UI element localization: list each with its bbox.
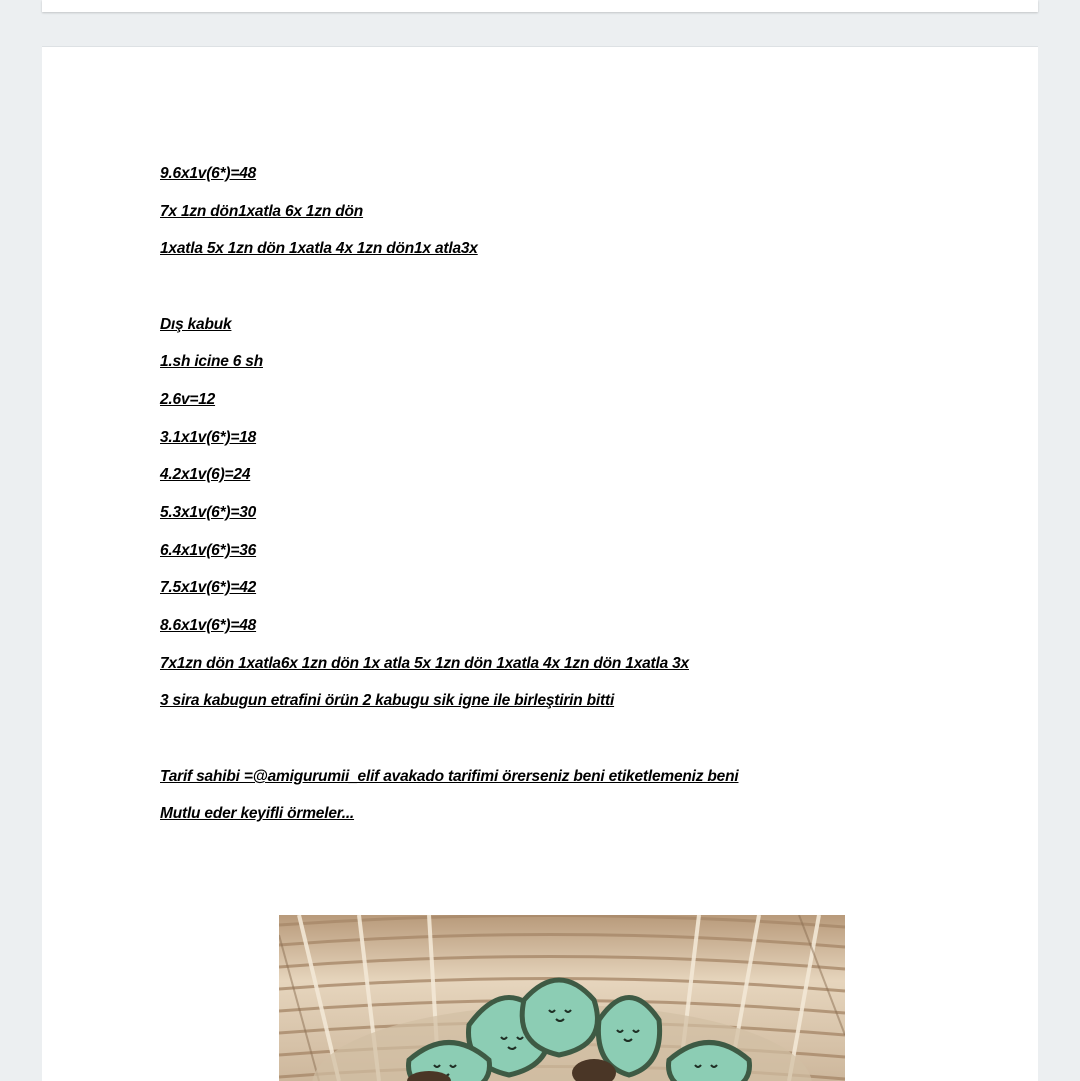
recipe-line: 7.5x1v(6*)=42	[160, 579, 257, 596]
recipe-line: 3 sira kabugun etrafini örün 2 kabugu sik igne ile birleştirin bitti	[160, 692, 615, 709]
recipe-line: 6.4x1v(6*)=36	[160, 542, 257, 559]
recipe-line: 1.sh icine 6 sh	[160, 353, 263, 370]
credit-line: Tarif sahibi =@amigurumii_elif avakado tarifimi örerseniz beni etiketlemeniz beni	[160, 768, 739, 785]
recipe-line: 5.3x1v(6*)=30	[160, 504, 257, 521]
recipe-line: 8.6x1v(6*)=48	[160, 617, 257, 634]
closing-line: Mutlu eder keyifli örmeler...	[160, 805, 355, 822]
previous-card	[42, 0, 1038, 12]
document-card	[42, 46, 1038, 1081]
section-heading: Dış kabuk	[160, 316, 232, 333]
crochet-avocados-icon	[279, 915, 845, 1081]
recipe-line: 1xatla 5x 1zn dön 1xatla 4x 1zn dön1x atla3x	[160, 240, 478, 257]
recipe-line: 3.1x1v(6*)=18	[160, 429, 257, 446]
recipe-line: 7x1zn dön 1xatla6x 1zn dön 1x atla 5x 1zn dön 1xatla 4x 1zn dön 1xatla 3x	[160, 655, 689, 672]
recipe-line: 2.6v=12	[160, 391, 216, 408]
recipe-line: 4.2x1v(6)=24	[160, 466, 251, 483]
recipe-line: 7x 1zn dön1xatla 6x 1zn dön	[160, 203, 364, 220]
avocado-basket-photo	[279, 915, 845, 1081]
recipe-line: 9.6x1v(6*)=48	[160, 165, 257, 182]
